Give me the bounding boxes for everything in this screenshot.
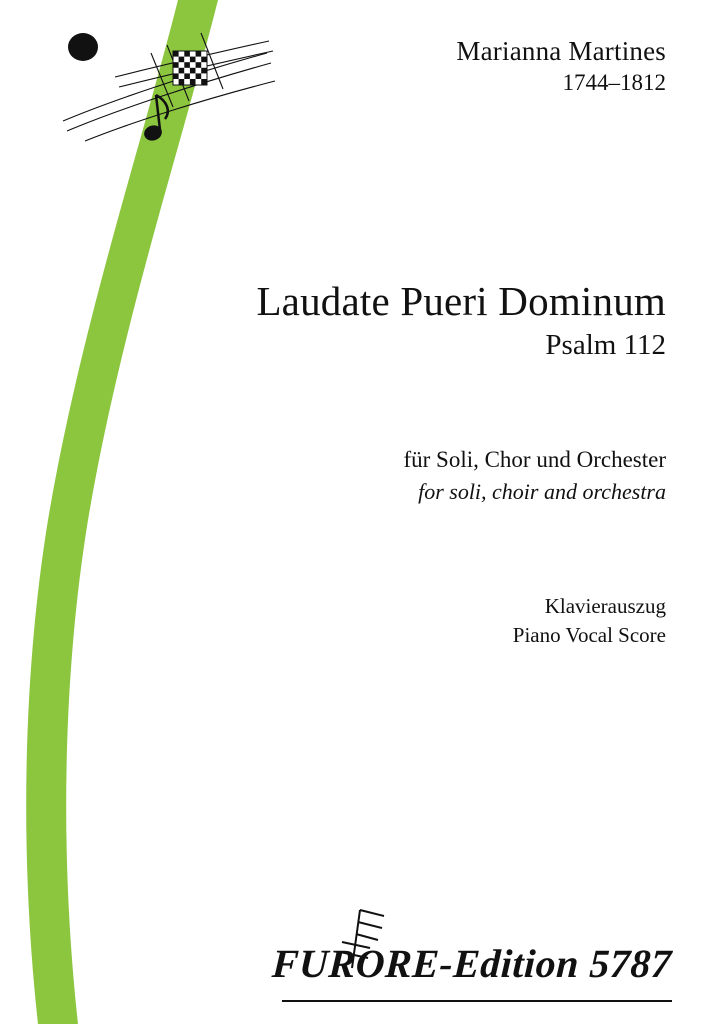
forces-english: for soli, choir and orchestra xyxy=(418,479,666,504)
forces-german: für Soli, Chor und Orchester xyxy=(403,447,666,472)
forces-block xyxy=(403,444,666,507)
composer-name: Marianna Martines xyxy=(456,36,666,66)
publisher-underline xyxy=(282,1000,672,1002)
edition-block xyxy=(513,592,666,650)
title-block xyxy=(0,276,666,364)
edition-english: Piano Vocal Score xyxy=(512,623,666,647)
page-subtitle: Psalm 112 xyxy=(545,329,666,361)
publisher-name: FURORE-Edition 5787 xyxy=(271,941,674,986)
edition-german: Klavierauszug xyxy=(544,594,666,618)
page-title: Laudate Pueri Dominum xyxy=(256,278,666,324)
music-staff-doodle-icon xyxy=(55,15,285,155)
publisher-block xyxy=(272,940,672,988)
composer-block xyxy=(456,34,666,98)
composer-dates: 1744–1812 xyxy=(562,70,666,95)
